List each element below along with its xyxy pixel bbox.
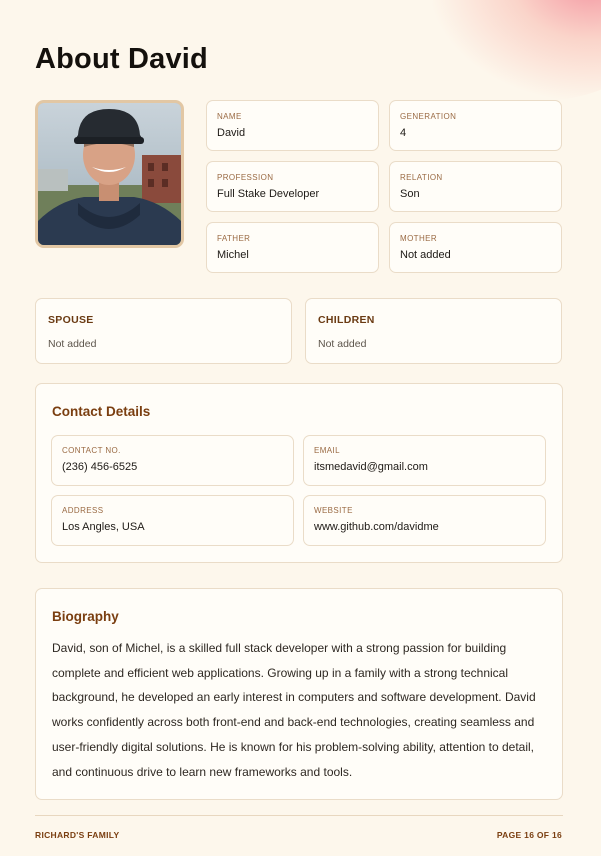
relation-label: RELATION: [400, 173, 443, 182]
profession-label: PROFESSION: [217, 173, 274, 182]
footer-family-name: RICHARD'S FAMILY: [35, 830, 120, 840]
phone-label: CONTACT NO.: [62, 446, 121, 455]
page-title: About David: [35, 43, 208, 75]
spouse-label: SPOUSE: [48, 314, 94, 326]
father-card: [206, 222, 379, 273]
page-number: PAGE 16 OF 16: [496, 830, 562, 840]
name-card: [206, 100, 379, 151]
name-value: David: [217, 127, 246, 139]
website-label: WEBSITE: [314, 506, 353, 515]
children-label: CHILDREN: [318, 314, 375, 326]
address-value: Los Angles, USA: [62, 521, 145, 533]
address-label: ADDRESS: [62, 506, 104, 515]
profession-card: [206, 161, 379, 212]
father-value: Michel: [217, 249, 249, 261]
biography-text: David, son of Michel, is a skilled full stack developer with a strong passion for building complete and efficient web applications. Growing up in a family with a strong technical background, he developed an early interest in computers and software development. David works confidently across both front-end and back-end technologies, creating seamless and user-friendly digital solutions. He is known for his problem-solving ability, attention to detail, and continuous drive to learn new frameworks and tools.: [52, 641, 536, 779]
contact-heading: Contact Details: [52, 404, 151, 419]
children-value: Not added: [318, 338, 367, 350]
relation-value: Son: [400, 188, 420, 200]
profession-value: Full Stake Developer: [217, 188, 320, 200]
email-value: itsmedavid@gmail.com: [314, 461, 428, 473]
email-card: [303, 435, 546, 486]
biography-heading: Biography: [52, 609, 119, 624]
website-card: [303, 495, 546, 546]
father-label: FATHER: [217, 234, 251, 243]
generation-value: 4: [400, 127, 407, 139]
generation-card: [389, 100, 562, 151]
email-label: EMAIL: [314, 446, 341, 455]
generation-label: GENERATION: [400, 112, 457, 121]
relation-card: [389, 161, 562, 212]
profile-photo: [35, 100, 184, 248]
children-card: [305, 298, 562, 364]
portrait-image: [38, 103, 181, 245]
biography-section: [35, 588, 563, 800]
mother-value: Not added: [400, 249, 451, 261]
footer-divider: [35, 815, 563, 816]
name-label: NAME: [217, 112, 242, 121]
mother-label: MOTHER: [400, 234, 438, 243]
phone-card: [51, 435, 294, 486]
corner-glow: [431, 0, 601, 100]
contact-section: [35, 383, 563, 563]
phone-value: (236) 456-6525: [62, 461, 138, 473]
spouse-card: [35, 298, 292, 364]
mother-card: [389, 222, 562, 273]
address-card: [51, 495, 294, 546]
website-value: www.github.com/davidme: [314, 521, 439, 533]
spouse-value: Not added: [48, 338, 97, 350]
